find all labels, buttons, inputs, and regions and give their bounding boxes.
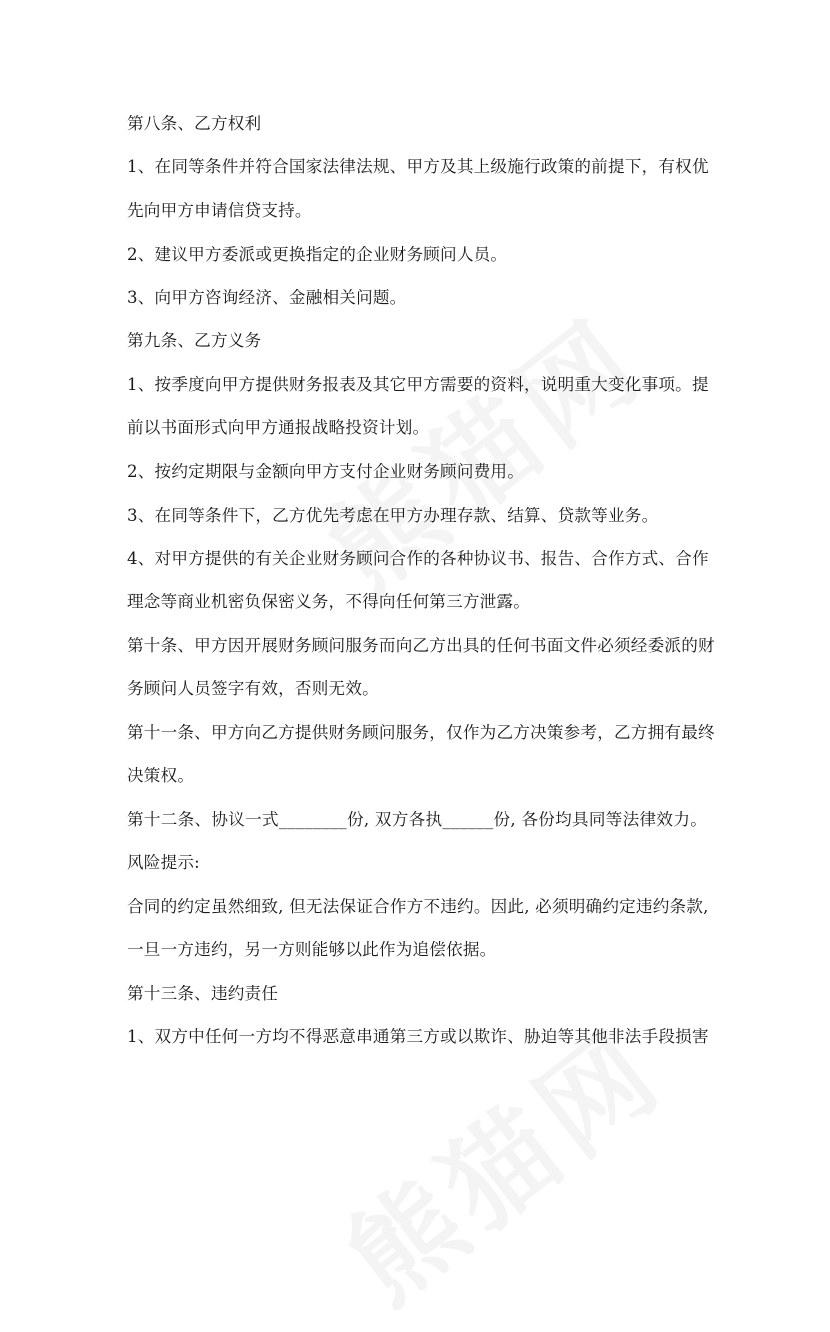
paragraph-line: 合同的约定虽然细致, 但无法保证合作方不违约。因此, 必须明确约定违约条款, [127,897,709,916]
paragraph-line: 4、对甲方提供的有关企业财务顾问合作的各种协议书、报告、合作方式、合作 [127,549,709,568]
watermark [290,276,671,622]
section-heading: 第十三条、违约责任 [127,984,279,1003]
paragraph-line: 第十一条、甲方向乙方提供财务顾问服务，仅作为乙方决策参考，乙方拥有最终 [127,723,715,742]
section-heading: 第九条、乙方义务 [127,331,262,350]
paragraph-line: 3、向甲方咨询经济、金融相关问题。 [127,288,407,307]
paragraph-line: 第十二条、协议一式________份, 双方各执______份, 各份均具同等法律效力。 [127,810,707,829]
paragraph-line: 决策权。 [127,766,195,785]
paragraph-line: 3、在同等条件下，乙方优先考虑在甲方办理存款、结算、贷款等业务。 [127,506,659,525]
section-heading: 第八条、乙方权利 [127,114,262,133]
paragraph-line: 1、双方中任何一方均不得恶意串通第三方或以欺诈、胁迫等其他非法手段损害 [127,1027,709,1046]
paragraph-line: 2、按约定期限与金额向甲方支付企业财务顾问费用。 [127,462,525,481]
paragraph-line: 务顾问人员签字有效，否则无效。 [127,679,379,698]
paragraph-line: 前以书面形式向甲方通报战略投资计划。 [127,418,430,437]
paragraph-line: 第十条、甲方因开展财务顾问服务而向乙方出具的任何书面文件必须经委派的财 [127,636,715,655]
paragraph-line: 一旦一方违约，另一方则能够以此作为追偿依据。 [127,940,497,959]
paragraph-line: 1、在同等条件并符合国家法律法规、甲方及其上级施行政策的前提下，有权优 [127,157,709,176]
risk-heading: 风险提示: [127,853,200,872]
paragraph-line: 先向甲方申请信贷支持。 [127,201,312,220]
paragraph-line: 2、建议甲方委派或更换指定的企业财务顾问人员。 [127,245,508,264]
paragraph-line: 1、按季度向甲方提供财务报表及其它甲方需要的资料，说明重大变化事项。提 [127,375,709,394]
paragraph-line: 理念等商业机密负保密义务，不得向任何第三方泄露。 [127,592,531,611]
